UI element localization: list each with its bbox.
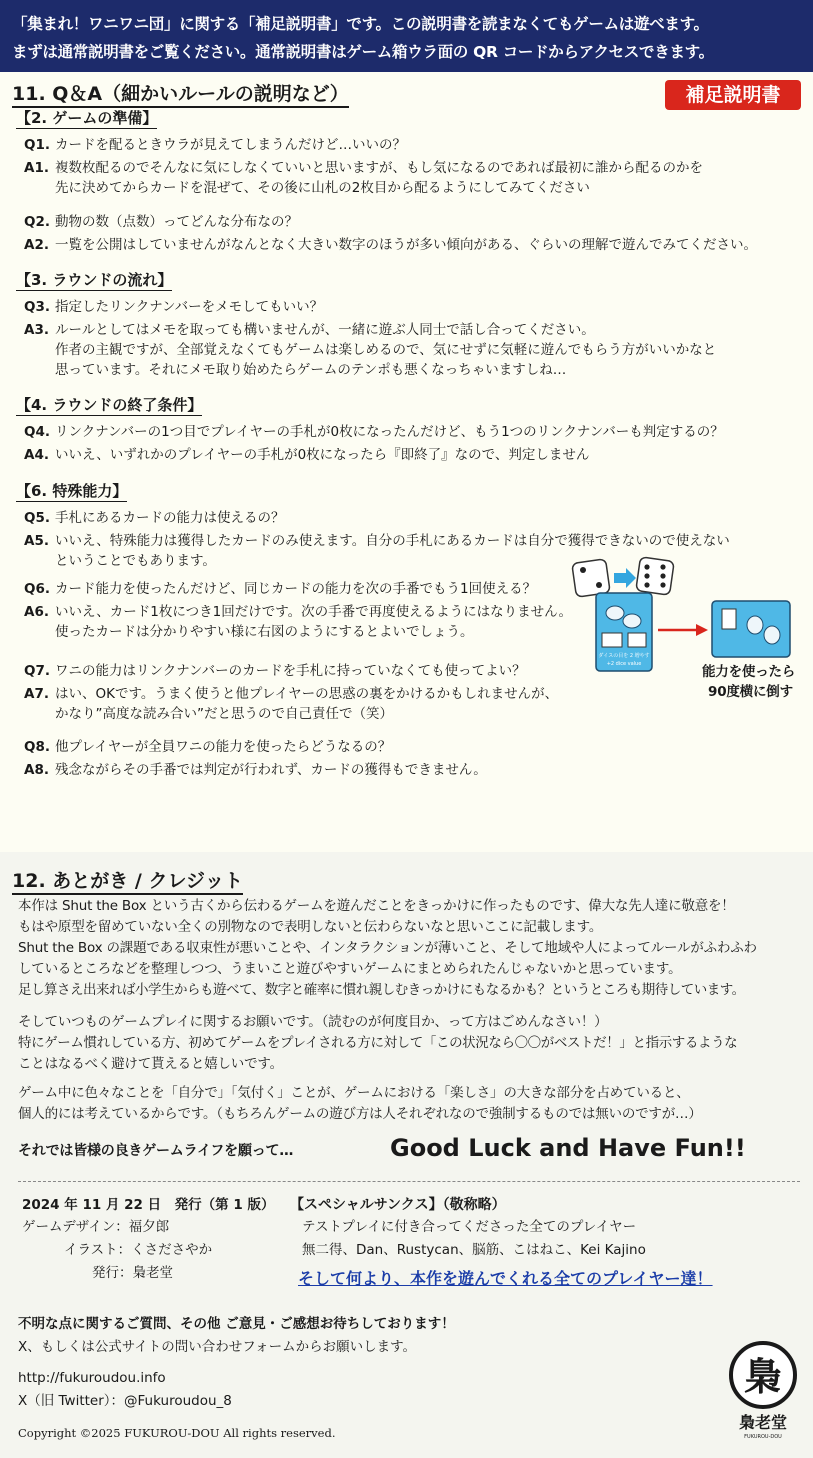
answer: A5. いいえ、特殊能力は獲得したカードのみ使えます。自分の手札にあるカードは自分で獲得できないので使えない ということでもあります。 <box>24 533 730 569</box>
reason-line: ゲーム中に色々なことを「自分で」「気付く」ことが、ゲームにおける「楽しさ」の大きな部分を占めていると、 <box>18 1085 690 1101</box>
answer: A6. いいえ、カード1枚につき1回だけです。次の手番で再度使えるようにはなりません。 使ったカードは分かりやすい様に右図のようにするとよいでしょう。 <box>24 604 572 640</box>
question: Q5. 手札にあるカードの能力は使えるの？ <box>24 510 285 526</box>
figure-caption-1: 能力を使ったら <box>702 664 796 680</box>
website-link[interactable]: http://fukuroudou.info <box>18 1370 166 1386</box>
question: Q4. リンクナンバーの1つ目でプレイヤーの手札が0枚になったんだけど、もう1つのリンクナンバーも判定するの？ <box>24 424 724 440</box>
afterword-line: しているところなどを整理しつつ、うまいこと遊びやすいゲームにまとめられたんじゃないかと思っています。 <box>18 961 682 977</box>
request-line: ことはなるべく避けて貰えると嬉しいです。 <box>18 1056 283 1072</box>
question: Q6. カード能力を使ったんだけど、同じカードの能力を次の手番でもう1回使える？ <box>24 581 537 597</box>
die-icon <box>636 557 674 595</box>
logo-wordmark: 梟老堂 <box>738 1413 788 1432</box>
reason-line: 個人的には考えているからです。（もちろんゲームの遊び方は人それぞれなので強制するものでは無いのですが…） <box>18 1106 702 1122</box>
afterword-line: 本作は Shut the Box という古くから伝わるゲームを遊んだことをきっかけに作ったものです、偉大な先人達に敬意を！ <box>18 898 735 914</box>
special-thanks-players: そして何より、本作を遊んでくれる全てのプレイヤー達！ <box>298 1269 713 1288</box>
arrow-right-icon <box>658 624 708 636</box>
qa-title: 11. Q＆A（細かいルールの説明など） <box>12 82 349 108</box>
card-text: ダイスの目を 2 増やす <box>598 653 650 659</box>
question: Q2. 動物の数（点数）ってどんな分布なの？ <box>24 214 298 230</box>
supplement-badge: 補足説明書 <box>665 80 801 110</box>
afterword-line: Shut the Box の課題である収束性が悪いことや、インタラクションが薄いこと、そして地域や人によってルールがふわふわ <box>18 940 757 956</box>
card-subtext: +2 dice value <box>606 661 642 667</box>
credits-title: 12. あとがき / クレジット <box>12 869 243 895</box>
logo-romaji: FUKUROU-DOU <box>744 1434 782 1440</box>
closing-line: それでは皆様の良きゲームライフを願って… <box>18 1143 294 1159</box>
answer: A7. はい、OKです。うまく使うと他プレイヤーの思惑の裏をかけるかもしれませんが、 かなり”高度な読み合い”だと思うので自己責任で（笑） <box>24 686 559 722</box>
request-line: 特にゲーム慣れしている方、初めてゲームをプレイされる方に対して「この状況なら〇〇がベストだ！」と指示するような <box>18 1035 738 1051</box>
divider <box>18 1181 800 1182</box>
arrow-right-icon <box>614 568 636 588</box>
die-icon <box>572 559 610 597</box>
ability-card-upright <box>596 593 652 671</box>
figure-caption-2: 90度横に倒す <box>708 684 793 700</box>
question: Q3. 指定したリンクナンバーをメモしてもいい？ <box>24 299 324 315</box>
section-heading: 【4. ラウンドの終了条件】 <box>16 396 203 414</box>
question: Q7. ワニの能力はリンクナンバーのカードを手札に持っていなくても使ってよい？ <box>24 663 526 679</box>
request-line: そしていつものゲームプレイに関するお願いです。（読むのが何度目か、って方はごめんなさい！） <box>18 1014 608 1030</box>
top-banner <box>0 0 813 72</box>
answer: A3. ルールとしてはメモを取っても構いませんが、一緒に遊ぶ人同士で話し合ってください。 作者の主観ですが、全部覚えなくてもゲームは楽しめるので、気にせずに気軽に遊んでもらう方がいいかなと 思っています。それにメモ取り始めたらゲームのテンポも悪くなっちゃいますしね… <box>24 322 717 378</box>
special-thanks-names: 無二得、Dan、Rustycan、脳筋、こはねこ、Kei Kajino <box>302 1242 646 1258</box>
publish-date: 2024 年 11 月 22 日 発行（第 1 版） <box>22 1197 275 1213</box>
question: Q1. カードを配るときウラが見えてしまうんだけど…いいの？ <box>24 137 406 153</box>
question: Q8. 他プレイヤーが全員ワニの能力を使ったらどうなるの？ <box>24 739 392 755</box>
credit-illustration: イラスト：くさださやか <box>64 1242 213 1258</box>
contact-line: 不明な点に関するご質問、その他 ご意見・ご感想お待ちしております！ <box>18 1316 455 1332</box>
good-luck-text: Good Luck and Have Fun!! <box>390 1134 746 1162</box>
x-account-link[interactable]: X（旧 Twitter）：@Fukuroudou_8 <box>18 1393 232 1409</box>
credit-design: ゲームデザイン：福夕郎 <box>22 1219 170 1235</box>
contact-line: X、もしくは公式サイトの問い合わせフォームからお願いします。 <box>18 1339 417 1355</box>
banner-line-1: 「集まれ！ワニワニ団」に関する「補足説明書」です。この説明書を読まなくてもゲームは遊べます。 <box>12 15 709 33</box>
banner-line-2: まずは通常説明書をご覧ください。通常説明書はゲーム箱ウラ面の QR コードからアクセスできます。 <box>12 43 714 61</box>
section-heading: 【2. ゲームの準備】 <box>16 109 158 127</box>
copyright: Copyright ©2025 FUKUROU-DOU All rights reserved. <box>18 1426 336 1440</box>
section-heading: 【3. ラウンドの流れ】 <box>16 271 173 289</box>
logo-character: 梟 <box>743 1355 783 1399</box>
answer: A8. 残念ながらその手番では判定が行われず、カードの獲得もできません。 <box>24 762 487 778</box>
answer: A2. 一覧を公開はしていませんがなんとなく大きい数字のほうが多い傾向がある、ぐらいの理解で遊んでみてください。 <box>24 237 757 253</box>
fukuroudou-logo <box>725 1340 801 1440</box>
answer: A4. いいえ、いずれかのプレイヤーの手札が0枚になったら『即終了』なので、判定しません <box>24 447 590 463</box>
afterword-line: 足し算さえ出来れば小学生からも遊べて、数字と確率に慣れ親しむきっかけにもなるかも？というところも期待しています。 <box>18 982 745 998</box>
special-thanks-line: テストプレイに付き合ってくださった全てのプレイヤー <box>302 1219 637 1235</box>
ability-card-rotated <box>712 601 790 657</box>
afterword-line: もはや原型を留めていない全くの別物なので表明しないと伝わらないなと思いここに記載します。 <box>18 919 603 935</box>
special-thanks-title: 【スペシャルサンクス】（敬称略） <box>290 1197 506 1213</box>
credit-publisher: 発行：梟老堂 <box>92 1265 173 1281</box>
answer: A1. 複数枚配るのでそんなに気にしなくていいと思いますが、もし気になるのであれば最初に誰から配るのかを 先に決めてからカードを混ぜて、その後に山札の2枚目から配るようにしてみてください <box>24 160 703 196</box>
section-heading: 【6. 特殊能力】 <box>16 482 128 500</box>
